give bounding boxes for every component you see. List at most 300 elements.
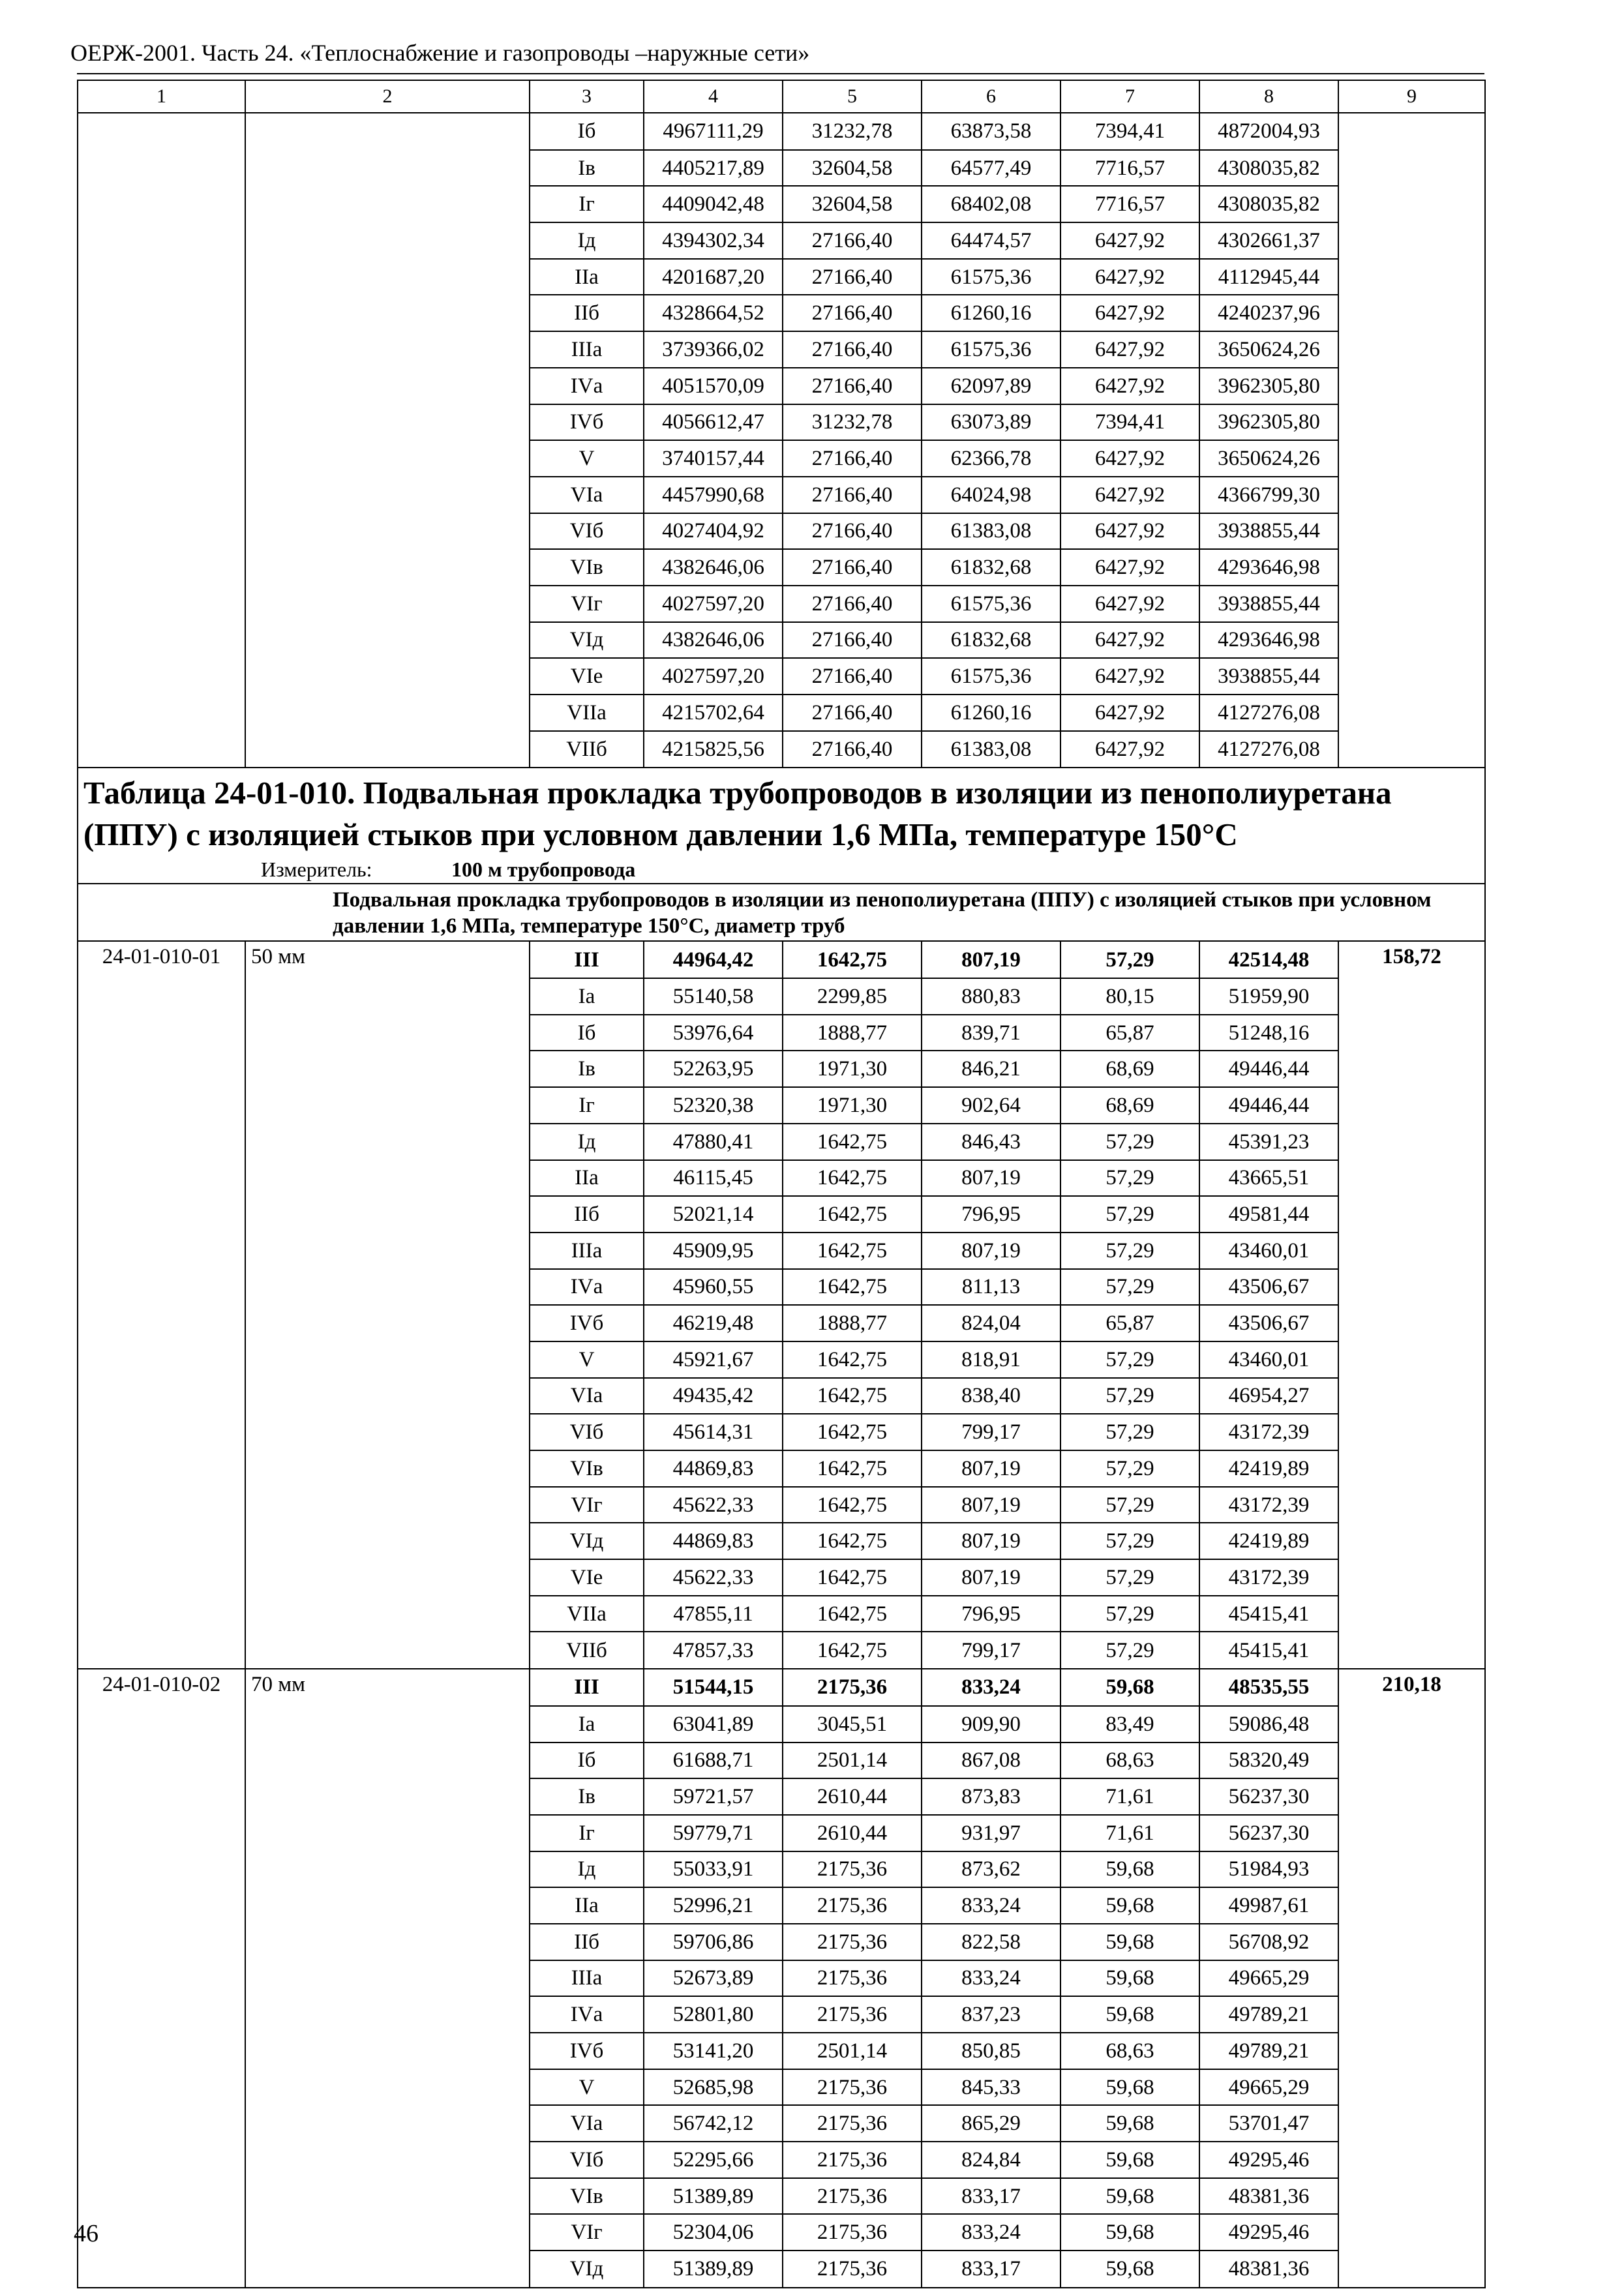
value-cell: 65,87 xyxy=(1060,1015,1199,1051)
value-cell: 2175,36 xyxy=(783,2105,922,2142)
total-cell xyxy=(1338,1450,1485,1487)
total-cell xyxy=(1338,1523,1485,1559)
zone-cell: IVа xyxy=(530,1269,644,1306)
name-cell xyxy=(245,2178,530,2215)
value-cell: 2501,14 xyxy=(783,2033,922,2069)
value-cell: 4366799,30 xyxy=(1199,477,1338,513)
value-cell: 44964,42 xyxy=(644,941,783,978)
zone-cell: VIб xyxy=(530,2142,644,2178)
zone-cell: VIг xyxy=(530,1487,644,1523)
code-cell xyxy=(78,1523,245,1559)
value-cell: 71,61 xyxy=(1060,1815,1199,1851)
value-cell: 822,58 xyxy=(922,1924,1060,1960)
value-cell: 6427,92 xyxy=(1060,295,1199,331)
value-cell: 52996,21 xyxy=(644,1887,783,1924)
value-cell: 42419,89 xyxy=(1199,1450,1338,1487)
name-cell xyxy=(245,113,530,150)
value-cell: 6427,92 xyxy=(1060,440,1199,477)
value-cell: 61575,36 xyxy=(922,259,1060,295)
zone-cell: VIIб xyxy=(530,731,644,768)
value-cell: 62097,89 xyxy=(922,368,1060,404)
table-row xyxy=(78,1523,1485,1559)
value-cell: 53976,64 xyxy=(644,1015,783,1051)
code-cell xyxy=(78,1778,245,1815)
name-cell xyxy=(245,368,530,404)
value-cell: 58320,49 xyxy=(1199,1743,1338,1779)
name-cell xyxy=(245,1414,530,1450)
value-cell: 6427,92 xyxy=(1060,731,1199,768)
value-cell: 59,68 xyxy=(1060,2251,1199,2288)
column-number: 5 xyxy=(783,80,922,113)
value-cell: 4215825,56 xyxy=(644,731,783,768)
name-cell xyxy=(245,477,530,513)
value-cell: 6427,92 xyxy=(1060,586,1199,622)
measurer-label: Измеритель: xyxy=(261,858,372,882)
value-cell: 2175,36 xyxy=(783,1924,922,1960)
zone-cell: IIа xyxy=(530,1887,644,1924)
value-cell: 71,61 xyxy=(1060,1778,1199,1815)
value-cell: 2175,36 xyxy=(783,2214,922,2251)
total-cell xyxy=(1338,1015,1485,1051)
total-cell xyxy=(1338,404,1485,441)
total-cell xyxy=(1338,222,1485,259)
value-cell: 7716,57 xyxy=(1060,150,1199,187)
name-cell xyxy=(245,1487,530,1523)
table-title-cell xyxy=(78,768,1485,884)
value-cell: 1642,75 xyxy=(783,941,922,978)
zone-cell: Iб xyxy=(530,1743,644,1779)
value-cell: 824,84 xyxy=(922,2142,1060,2178)
value-cell: 6427,92 xyxy=(1060,259,1199,295)
value-cell: 49789,21 xyxy=(1199,2033,1338,2069)
name-cell xyxy=(245,1051,530,1087)
code-cell xyxy=(78,2069,245,2106)
zone-cell: Iа xyxy=(530,978,644,1015)
table-row xyxy=(78,1087,1485,1124)
value-cell: 43665,51 xyxy=(1199,1160,1338,1197)
value-cell: 49987,61 xyxy=(1199,1887,1338,1924)
value-cell: 45622,33 xyxy=(644,1559,783,1596)
value-cell: 64024,98 xyxy=(922,477,1060,513)
value-cell: 59,68 xyxy=(1060,2069,1199,2106)
value-cell: 807,19 xyxy=(922,1160,1060,1197)
name-cell xyxy=(245,1924,530,1960)
code-cell xyxy=(78,150,245,187)
subtitle-row xyxy=(78,884,1485,941)
value-cell: 47880,41 xyxy=(644,1124,783,1160)
value-cell: 61575,36 xyxy=(922,658,1060,695)
table-row xyxy=(78,2033,1485,2069)
name-cell xyxy=(245,1087,530,1124)
value-cell: 43506,67 xyxy=(1199,1269,1338,1306)
value-cell: 45415,41 xyxy=(1199,1596,1338,1632)
name-cell xyxy=(245,1015,530,1051)
value-cell: 931,97 xyxy=(922,1815,1060,1851)
zone-cell: VIв xyxy=(530,549,644,586)
value-cell: 839,71 xyxy=(922,1015,1060,1051)
zone-cell: VIа xyxy=(530,477,644,513)
table-row xyxy=(78,1851,1485,1888)
value-cell: 61260,16 xyxy=(922,695,1060,731)
value-cell: 807,19 xyxy=(922,1487,1060,1523)
zone-cell: VIIб xyxy=(530,1632,644,1669)
total-cell xyxy=(1338,549,1485,586)
value-cell: 27166,40 xyxy=(783,331,922,368)
zone-cell: Iб xyxy=(530,113,644,150)
total-cell xyxy=(1338,622,1485,659)
total-cell xyxy=(1338,1414,1485,1450)
value-cell: 65,87 xyxy=(1060,1305,1199,1341)
column-number: 3 xyxy=(530,80,644,113)
zone-cell: IIIа xyxy=(530,1233,644,1269)
value-cell: 49581,44 xyxy=(1199,1196,1338,1233)
value-cell: 2610,44 xyxy=(783,1778,922,1815)
table-row xyxy=(78,1196,1485,1233)
table-row xyxy=(78,1487,1485,1523)
zone-cell: VIд xyxy=(530,2251,644,2288)
total-cell xyxy=(1338,150,1485,187)
value-cell: 6427,92 xyxy=(1060,368,1199,404)
zone-cell: VIIа xyxy=(530,1596,644,1632)
page-number: 46 xyxy=(74,2220,98,2247)
value-cell: 57,29 xyxy=(1060,1487,1199,1523)
code-cell xyxy=(78,2105,245,2142)
value-cell: 57,29 xyxy=(1060,1269,1199,1306)
table-row xyxy=(78,2214,1485,2251)
value-cell: 880,83 xyxy=(922,978,1060,1015)
value-cell: 1971,30 xyxy=(783,1051,922,1087)
code-cell xyxy=(78,477,245,513)
value-cell: 2610,44 xyxy=(783,1815,922,1851)
value-cell: 44869,83 xyxy=(644,1523,783,1559)
total-cell xyxy=(1338,368,1485,404)
zone-cell: Iд xyxy=(530,1124,644,1160)
value-cell: 27166,40 xyxy=(783,731,922,768)
total-cell xyxy=(1338,2033,1485,2069)
value-cell: 3938855,44 xyxy=(1199,658,1338,695)
total-cell xyxy=(1338,1341,1485,1378)
total-cell xyxy=(1338,295,1485,331)
value-cell: 4027404,92 xyxy=(644,513,783,550)
zone-cell: VIв xyxy=(530,2178,644,2215)
zone-cell: IIIа xyxy=(530,1960,644,1997)
name-cell xyxy=(245,1596,530,1632)
total-cell xyxy=(1338,1378,1485,1414)
value-cell: 49665,29 xyxy=(1199,2069,1338,2106)
value-cell: 4308035,82 xyxy=(1199,186,1338,222)
value-cell: 865,29 xyxy=(922,2105,1060,2142)
table-row xyxy=(78,1414,1485,1450)
code-cell xyxy=(78,978,245,1015)
value-cell: 59721,57 xyxy=(644,1778,783,1815)
value-cell: 53141,20 xyxy=(644,2033,783,2069)
value-cell: 47855,11 xyxy=(644,1596,783,1632)
value-cell: 48381,36 xyxy=(1199,2251,1338,2288)
value-cell: 2175,36 xyxy=(783,1887,922,1924)
zone-cell: VIе xyxy=(530,658,644,695)
value-cell: 43172,39 xyxy=(1199,1559,1338,1596)
total-cell xyxy=(1338,2178,1485,2215)
name-cell xyxy=(245,1887,530,1924)
value-cell: 59,68 xyxy=(1060,1851,1199,1888)
value-cell: 61383,08 xyxy=(922,731,1060,768)
code-cell xyxy=(78,1632,245,1669)
value-cell: 4127276,08 xyxy=(1199,695,1338,731)
name-cell xyxy=(245,2251,530,2288)
code-cell xyxy=(78,1233,245,1269)
total-cell xyxy=(1338,1051,1485,1087)
value-cell: 68402,08 xyxy=(922,186,1060,222)
value-cell: 6427,92 xyxy=(1060,622,1199,659)
value-cell: 1888,77 xyxy=(783,1305,922,1341)
name-cell xyxy=(245,331,530,368)
value-cell: 57,29 xyxy=(1060,1559,1199,1596)
value-cell: 4112945,44 xyxy=(1199,259,1338,295)
value-cell: 4409042,48 xyxy=(644,186,783,222)
zone-cell: Iв xyxy=(530,1778,644,1815)
value-cell: 55140,58 xyxy=(644,978,783,1015)
table-row xyxy=(78,2069,1485,2106)
value-cell: 27166,40 xyxy=(783,295,922,331)
code-cell xyxy=(78,1160,245,1197)
value-cell: 2501,14 xyxy=(783,1743,922,1779)
code-cell xyxy=(78,1305,245,1341)
total-cell xyxy=(1338,1887,1485,1924)
name-cell xyxy=(245,1124,530,1160)
zone-cell: VIе xyxy=(530,1559,644,1596)
total-cell xyxy=(1338,1851,1485,1888)
measurer-value: 100 м трубопровода xyxy=(451,858,636,882)
table-row xyxy=(78,1124,1485,1160)
total-cell xyxy=(1338,1996,1485,2033)
code-cell xyxy=(78,113,245,150)
value-cell: 902,64 xyxy=(922,1087,1060,1124)
value-cell: 52673,89 xyxy=(644,1960,783,1997)
total-cell xyxy=(1338,2105,1485,2142)
total-cell xyxy=(1338,2142,1485,2178)
table-row xyxy=(78,440,1485,477)
name-cell xyxy=(245,2033,530,2069)
value-cell: 4382646,06 xyxy=(644,549,783,586)
value-cell: 52685,98 xyxy=(644,2069,783,2106)
value-cell: 51544,15 xyxy=(644,1669,783,1706)
name-cell xyxy=(245,622,530,659)
value-cell: 59,68 xyxy=(1060,1960,1199,1997)
code-cell xyxy=(78,1487,245,1523)
table-title-row xyxy=(78,768,1485,884)
code-cell xyxy=(78,695,245,731)
name-cell xyxy=(245,658,530,695)
table-row xyxy=(78,731,1485,768)
zone-cell: VIб xyxy=(530,513,644,550)
value-cell: 2175,36 xyxy=(783,1669,922,1706)
value-cell: 1642,75 xyxy=(783,1414,922,1450)
total-cell xyxy=(1338,1815,1485,1851)
total-cell xyxy=(1338,331,1485,368)
value-cell: 68,63 xyxy=(1060,1743,1199,1779)
value-cell: 2175,36 xyxy=(783,1996,922,2033)
value-cell: 64474,57 xyxy=(922,222,1060,259)
value-cell: 850,85 xyxy=(922,2033,1060,2069)
zone-cell: IIб xyxy=(530,295,644,331)
value-cell: 833,24 xyxy=(922,2214,1060,2251)
value-cell: 51959,90 xyxy=(1199,978,1338,1015)
code-cell xyxy=(78,1450,245,1487)
value-cell: 833,17 xyxy=(922,2178,1060,2215)
value-cell: 7716,57 xyxy=(1060,186,1199,222)
value-cell: 807,19 xyxy=(922,1523,1060,1559)
value-cell: 838,40 xyxy=(922,1378,1060,1414)
code-cell xyxy=(78,1743,245,1779)
table-row xyxy=(78,113,1485,150)
value-cell: 1642,75 xyxy=(783,1632,922,1669)
value-cell: 61575,36 xyxy=(922,586,1060,622)
value-cell: 6427,92 xyxy=(1060,549,1199,586)
value-cell: 31232,78 xyxy=(783,404,922,441)
value-cell: 1642,75 xyxy=(783,1487,922,1523)
value-cell: 4215702,64 xyxy=(644,695,783,731)
value-cell: 61575,36 xyxy=(922,331,1060,368)
code-cell xyxy=(78,1596,245,1632)
value-cell: 4240237,96 xyxy=(1199,295,1338,331)
value-cell: 42514,48 xyxy=(1199,941,1338,978)
name-cell xyxy=(245,1743,530,1779)
value-cell: 2175,36 xyxy=(783,1960,922,1997)
code-cell xyxy=(78,1924,245,1960)
name-cell xyxy=(245,2105,530,2142)
total-cell xyxy=(1338,1596,1485,1632)
value-cell: 52801,80 xyxy=(644,1996,783,2033)
value-cell: 45921,67 xyxy=(644,1341,783,1378)
value-cell: 867,08 xyxy=(922,1743,1060,1779)
value-cell: 59,68 xyxy=(1060,1887,1199,1924)
value-cell: 4127276,08 xyxy=(1199,731,1338,768)
value-cell: 3962305,80 xyxy=(1199,404,1338,441)
value-cell: 63041,89 xyxy=(644,1706,783,1743)
value-cell: 1642,75 xyxy=(783,1559,922,1596)
code-cell xyxy=(78,1559,245,1596)
value-cell: 3938855,44 xyxy=(1199,513,1338,550)
value-cell: 7394,41 xyxy=(1060,113,1199,150)
value-cell: 807,19 xyxy=(922,1450,1060,1487)
table-row xyxy=(78,658,1485,695)
value-cell: 796,95 xyxy=(922,1196,1060,1233)
value-cell: 57,29 xyxy=(1060,1196,1199,1233)
name-cell xyxy=(245,1851,530,1888)
name-cell xyxy=(245,259,530,295)
value-cell: 43506,67 xyxy=(1199,1305,1338,1341)
value-cell: 59779,71 xyxy=(644,1815,783,1851)
value-cell: 27166,40 xyxy=(783,222,922,259)
value-cell: 2175,36 xyxy=(783,2251,922,2288)
column-number: 7 xyxy=(1060,80,1199,113)
value-cell: 61832,68 xyxy=(922,549,1060,586)
measurer-row xyxy=(83,856,1479,883)
value-cell: 1642,75 xyxy=(783,1450,922,1487)
value-cell: 2175,36 xyxy=(783,2069,922,2106)
value-cell: 61832,68 xyxy=(922,622,1060,659)
total-cell xyxy=(1338,1087,1485,1124)
name-cell xyxy=(245,1815,530,1851)
zone-cell: VIд xyxy=(530,1523,644,1559)
value-cell: 59,68 xyxy=(1060,2178,1199,2215)
column-number: 1 xyxy=(78,80,245,113)
code-cell xyxy=(78,222,245,259)
table-row xyxy=(78,331,1485,368)
table-row xyxy=(78,1269,1485,1306)
total-cell xyxy=(1338,2251,1485,2288)
code-cell xyxy=(78,658,245,695)
name-cell xyxy=(245,1523,530,1559)
name-cell xyxy=(245,731,530,768)
name-cell xyxy=(245,222,530,259)
code-cell xyxy=(78,2251,245,2288)
value-cell: 59,68 xyxy=(1060,1924,1199,1960)
value-cell: 27166,40 xyxy=(783,368,922,404)
value-cell: 57,29 xyxy=(1060,1233,1199,1269)
code-cell xyxy=(78,549,245,586)
code-cell: 24-01-010-01 xyxy=(78,941,245,978)
value-cell: 6427,92 xyxy=(1060,222,1199,259)
value-cell: 3740157,44 xyxy=(644,440,783,477)
value-cell: 43172,39 xyxy=(1199,1487,1338,1523)
value-cell: 818,91 xyxy=(922,1341,1060,1378)
name-cell: 70 мм xyxy=(245,1669,530,1706)
value-cell: 27166,40 xyxy=(783,440,922,477)
name-cell xyxy=(245,1996,530,2033)
code-cell xyxy=(78,1378,245,1414)
table-row xyxy=(78,622,1485,659)
total-cell xyxy=(1338,477,1485,513)
value-cell: 56742,12 xyxy=(644,2105,783,2142)
value-cell: 49665,29 xyxy=(1199,1960,1338,1997)
name-cell xyxy=(245,1450,530,1487)
name-cell xyxy=(245,1160,530,1197)
value-cell: 811,13 xyxy=(922,1269,1060,1306)
total-cell xyxy=(1338,978,1485,1015)
value-cell: 4394302,34 xyxy=(644,222,783,259)
zone-cell: V xyxy=(530,440,644,477)
total-cell xyxy=(1338,1778,1485,1815)
table-row xyxy=(78,1341,1485,1378)
table-row xyxy=(78,1706,1485,1743)
value-cell: 4051570,09 xyxy=(644,368,783,404)
value-cell: 49446,44 xyxy=(1199,1087,1338,1124)
value-cell: 47857,33 xyxy=(644,1632,783,1669)
value-cell: 59,68 xyxy=(1060,1996,1199,2033)
code-cell xyxy=(78,368,245,404)
value-cell: 48381,36 xyxy=(1199,2178,1338,2215)
name-cell xyxy=(245,186,530,222)
table-row xyxy=(78,477,1485,513)
value-cell: 32604,58 xyxy=(783,150,922,187)
table-row xyxy=(78,404,1485,441)
value-cell: 83,49 xyxy=(1060,1706,1199,1743)
zone-cell: Iб xyxy=(530,1015,644,1051)
total-cell xyxy=(1338,2069,1485,2106)
table-row xyxy=(78,1669,1485,1706)
name-cell xyxy=(245,1706,530,1743)
value-cell: 845,33 xyxy=(922,2069,1060,2106)
table-row xyxy=(78,1233,1485,1269)
total-cell xyxy=(1338,1269,1485,1306)
total-cell xyxy=(1338,513,1485,550)
table-row xyxy=(78,1887,1485,1924)
code-cell xyxy=(78,1087,245,1124)
total-cell xyxy=(1338,1632,1485,1669)
value-cell: 27166,40 xyxy=(783,513,922,550)
table-row xyxy=(78,1160,1485,1197)
